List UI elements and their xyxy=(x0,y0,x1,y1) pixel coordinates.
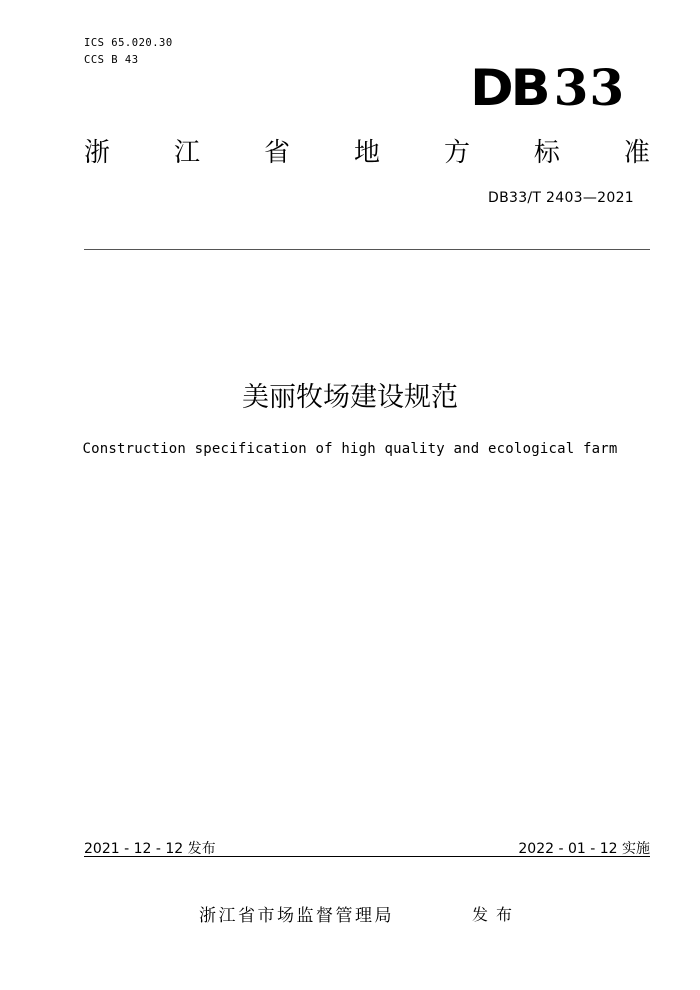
standard-type-char: 浙 xyxy=(84,138,111,168)
ccs-code: CCS B 43 xyxy=(84,54,139,66)
standard-type-char: 标 xyxy=(533,138,560,168)
standard-code: DB33/T 2403—2021 xyxy=(488,190,634,206)
standard-type-char: 省 xyxy=(263,138,290,168)
standard-type-char: 地 xyxy=(353,138,380,168)
issue-label: 发布 xyxy=(472,905,521,924)
implementation-date: 2022 - 01 - 12 实施 xyxy=(518,841,650,857)
document-title-chinese: 美丽牧场建设规范 xyxy=(242,382,458,413)
issuing-authority: 浙江省市场监督管理局 xyxy=(199,906,394,926)
header-divider xyxy=(84,249,650,250)
footer-divider xyxy=(84,856,650,857)
issue-date: 2021 - 12 - 12 发布 xyxy=(84,841,216,857)
standard-type-char: 方 xyxy=(443,138,470,168)
standard-type-char: 江 xyxy=(173,138,200,168)
logo-letters: DB xyxy=(470,59,548,117)
ics-code: ICS 65.020.30 xyxy=(84,37,173,49)
standard-type-char: 准 xyxy=(623,138,650,168)
db33-logo xyxy=(470,58,626,117)
document-title-english: Construction specification of high quality and ecological farm xyxy=(82,441,618,457)
standard-type-heading xyxy=(84,135,650,171)
logo-number: 33 xyxy=(553,58,626,117)
